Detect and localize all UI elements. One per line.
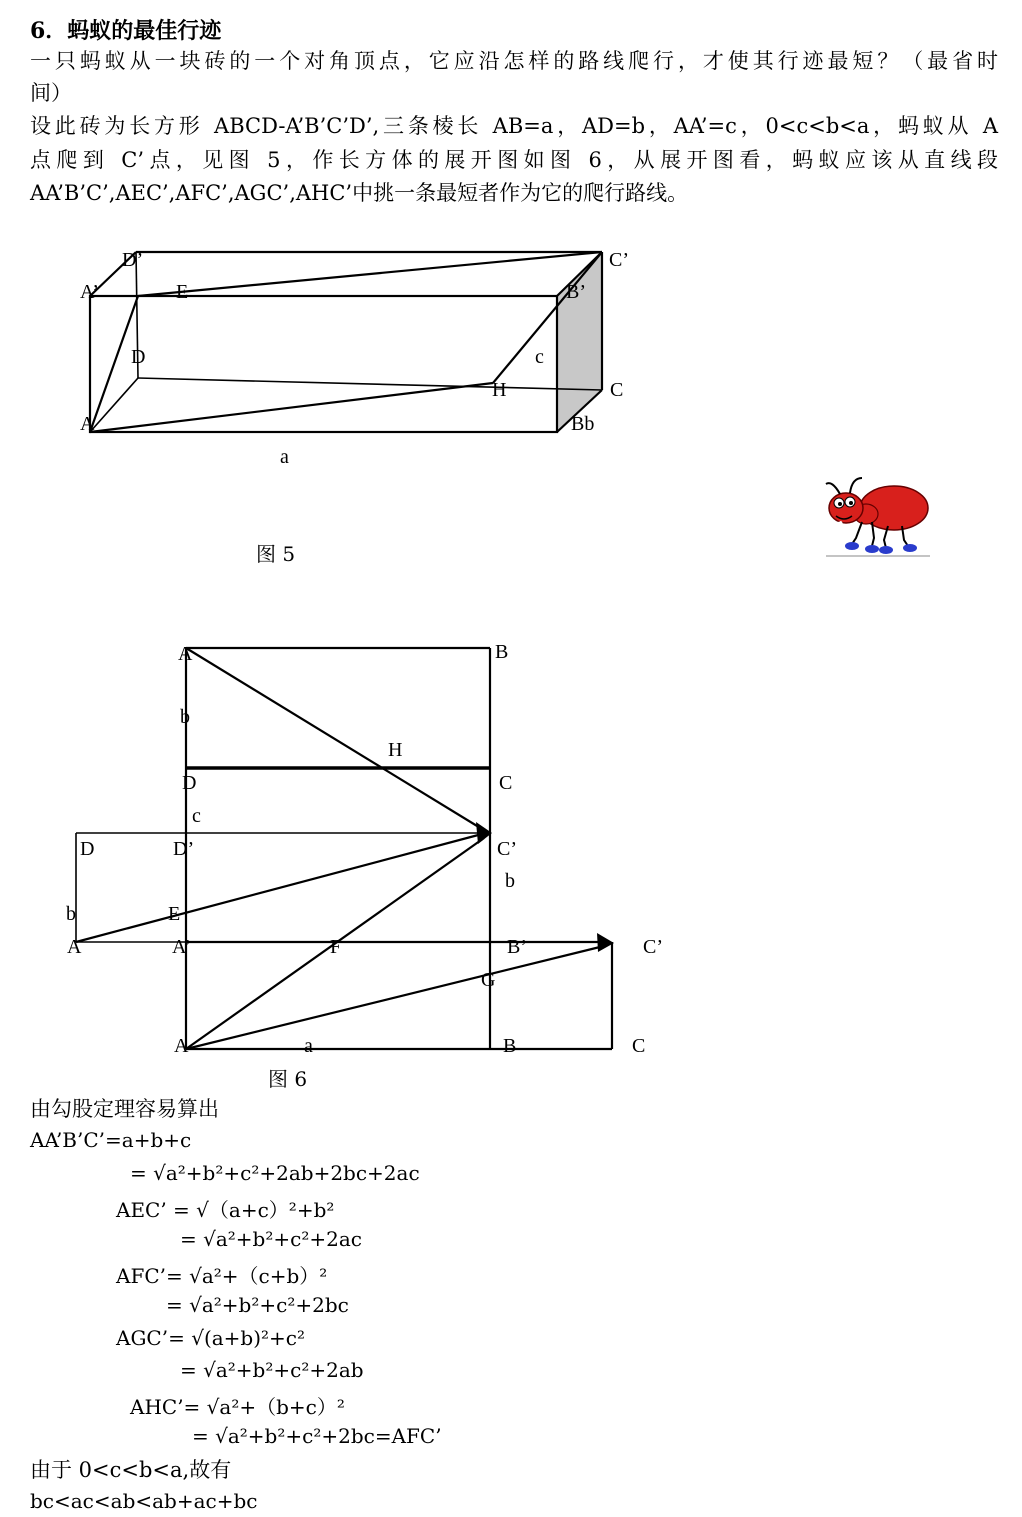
label-a: A: [80, 413, 95, 435]
figure-6-caption: 图 6: [268, 1067, 308, 1091]
label-d-prime: D’: [122, 249, 144, 271]
equation-line-2: = √a²+b²+c²+2ab+2bc+2ac: [130, 1161, 420, 1185]
label-a-prime: A’: [172, 936, 191, 958]
equation-line-4: = √a²+b²+c²+2ac: [180, 1227, 362, 1251]
label-a-length: a: [304, 1035, 313, 1057]
paragraph-2-line-3: AA’B’C’,AEC’,AFC’,AGC’,AHC’中挑一条最短者作为它的爬行路线。: [30, 181, 689, 205]
label-c-edge: c: [535, 346, 544, 368]
label-c: C: [610, 379, 624, 401]
label-d-prime: D’: [173, 838, 195, 860]
path-a-h-c-prime: [186, 648, 482, 829]
equation-line-8: = √a²+b²+c²+2ab: [180, 1358, 364, 1382]
path-a-h: [90, 383, 493, 432]
label-d: D: [131, 346, 146, 368]
figure-5-caption: 图 5: [256, 542, 296, 566]
equation-line-5: AFC’= √a²+（c+b）²: [116, 1264, 328, 1288]
label-a-bottom: A: [174, 1035, 189, 1057]
front-face: [90, 296, 557, 432]
label-c-prime: C’: [609, 249, 629, 271]
path-a-e-c-prime: [76, 834, 482, 942]
label-c-mid: C: [499, 772, 513, 794]
label-h: H: [388, 739, 403, 761]
label-b-top: B: [495, 641, 509, 663]
label-a-left: A: [67, 936, 82, 958]
label-e: E: [176, 281, 189, 303]
paragraph-1-line-2: 间）: [30, 81, 72, 105]
label-bb: Bb: [571, 413, 595, 435]
label-b-left: b: [180, 706, 190, 728]
conclusion-line-1: 由于 0<c<b<a,故有: [30, 1458, 232, 1482]
label-b-right: b: [505, 870, 515, 892]
label-b-prime: B’: [566, 281, 586, 303]
figure-6-net: [0, 600, 1022, 1080]
label-b-prime: B’: [507, 936, 527, 958]
equation-line-1: AA’B’C’=a+b+c: [30, 1128, 192, 1152]
paragraph-2-line-2: 点爬到 C’点，见图 5，作长方体的展开图如图 6，从展开图看，蚂蚁应该从直线段: [30, 148, 998, 172]
path-e-c-prime: [138, 252, 602, 296]
ant-illustration: [822, 472, 934, 562]
edge-a-d: [90, 378, 138, 432]
equation-line-6: = √a²+b²+c²+2bc: [166, 1293, 349, 1317]
label-a-length: a: [280, 446, 289, 468]
page-title: 6．蚂蚁的最佳行迹: [30, 18, 222, 44]
equation-line-9: AHC’= √a²+（b+c）²: [130, 1395, 345, 1419]
label-c-prime-mid: C’: [497, 838, 517, 860]
label-d-left: D: [80, 838, 95, 860]
paragraph-1-line-1: 一只蚂蚁从一块砖的一个对角顶点，它应沿怎样的路线爬行，才使其行迹最短？（最省时: [30, 49, 998, 73]
path-a-g-c-prime: [186, 946, 604, 1049]
derivation-intro: 由勾股定理容易算出: [30, 1097, 219, 1121]
label-h: H: [492, 379, 507, 401]
label-c-bottom: C: [632, 1035, 646, 1057]
label-d-mid: D: [182, 772, 197, 794]
conclusion-line-2: bc<ac<ab<ab+ac+bc: [30, 1489, 258, 1513]
label-b-far: b: [66, 903, 76, 925]
label-c-edge: c: [192, 805, 201, 827]
equation-line-3: AEC’ = √（a+c）²+b²: [116, 1198, 335, 1222]
paragraph-2-line-1: 设此砖为长方形 ABCD-A’B’C’D’,三条棱长 AB=a，AD=b，AA’=c，0<c<b<a，蚂蚁从 A: [30, 114, 998, 138]
equation-line-10: = √a²+b²+c²+2bc=AFC’: [192, 1424, 442, 1448]
label-f: F: [330, 936, 342, 958]
equation-line-7: AGC’= √(a+b)²+c²: [116, 1326, 306, 1350]
label-g: G: [481, 969, 496, 991]
label-a-top: A: [178, 643, 193, 665]
label-e: E: [168, 903, 181, 925]
label-b-bottom: B: [503, 1035, 517, 1057]
label-a-prime: A’: [80, 281, 99, 303]
edge-d-c: [138, 378, 602, 390]
label-c-prime-right: C’: [643, 936, 663, 958]
